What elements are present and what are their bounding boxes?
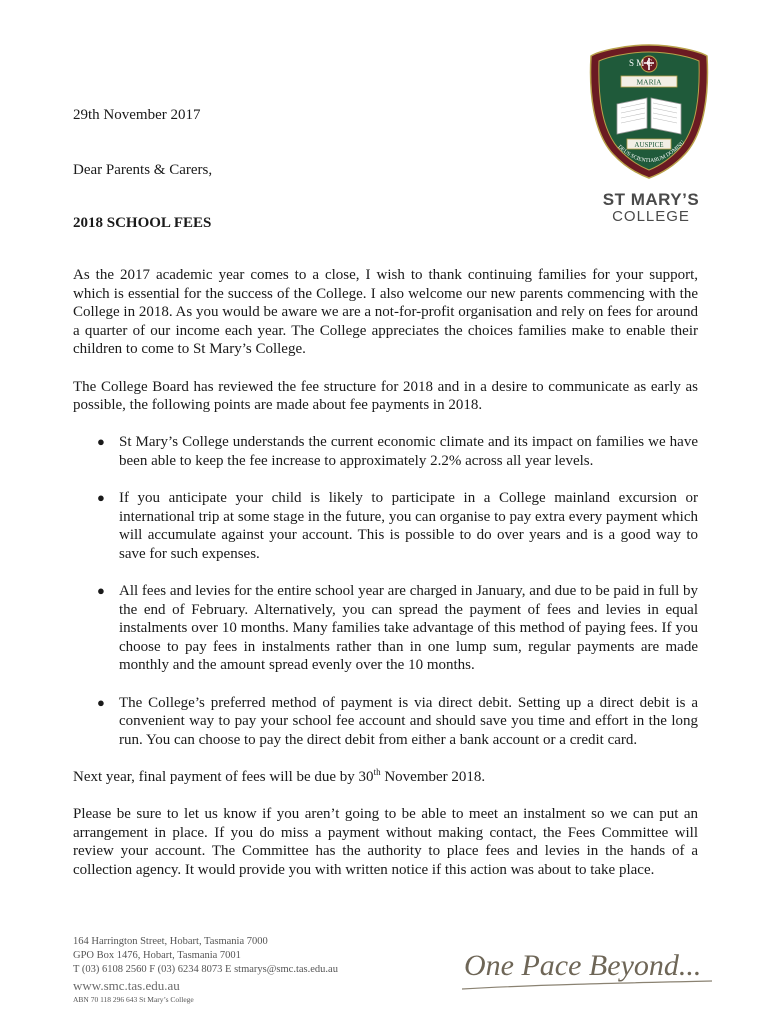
- footer-contact: [73, 935, 338, 1005]
- footer-phone-email: T (03) 6108 2560 F (03) 6234 8073 E stmarys@smc.tas.edu.au: [73, 964, 338, 975]
- footer-address-postal: GPO Box 1476, Hobart, Tasmania 7001: [73, 950, 241, 961]
- college-name: [590, 190, 712, 225]
- list-item: [97, 433, 698, 470]
- footer-address-street: 164 Harrington Street, Hobart, Tasmania 7000: [73, 936, 268, 947]
- crest-motto: DEUS SCIENTIARUM DOMINU: [616, 139, 687, 165]
- closing-paragraph: Please be sure to let us know if you aren’t going to be able to meet an instalment so we can put an arrangement in place. If you do miss a payment without making contact, the Fees Committee will review your account. The Committee has the authority to place fees and levies in the hands of a collection agency. It would provide you with written notice if this action was about to take place.: [73, 806, 698, 878]
- list-item-text: All fees and levies for the entire school year are charged in January, and due to be paid in full by the end of February. Alternatively, you can spread the payment of fees and levies in equal instalments over 10 months. Many families take advantage of this method of paying fees. If you choose to pay fees in instalments rather than in one lump sum, regular payments are made monthly and the amount spread evenly over the 10 months.: [119, 583, 698, 674]
- letter-body: [73, 266, 698, 898]
- footer-website-link[interactable]: www.smc.tas.edu.au: [73, 978, 180, 993]
- bullet-icon: ●: [97, 490, 105, 506]
- list-item: [97, 694, 698, 750]
- list-item-text: St Mary’s College understands the current economic climate and its impact on families we have been able to keep the fee increase to approximately 2.2% across all year levels.: [119, 434, 698, 469]
- salutation: Dear Parents & Carers,: [73, 162, 213, 178]
- bullet-icon: ●: [97, 583, 105, 599]
- list-item-text: The College’s preferred method of payment is via direct debit. Setting up a direct debit is a convenient way to pay your school fee account and should save you time and effort in the long run. You can choose to pay the direct debit from either a bank account or a credit card.: [119, 694, 698, 748]
- final-payment-paragraph: [73, 768, 698, 787]
- college-name-line2: COLLEGE: [612, 208, 690, 225]
- list-item: [97, 489, 698, 563]
- final-payment-text: Next year, final payment of fees will be due by 30: [73, 769, 374, 786]
- crest-banner-bottom: AUSPICE: [634, 141, 664, 149]
- fee-points-list: [73, 433, 698, 749]
- footer-abn: ABN 70 118 296 643 St Mary’s College: [73, 995, 194, 1004]
- final-payment-date: November 2018.: [380, 769, 486, 786]
- board-paragraph: The College Board has reviewed the fee structure for 2018 and in a desire to communicate as early as possible, the following points are made about fee payments in 2018.: [73, 378, 698, 414]
- list-item: [97, 582, 698, 675]
- letter-date: 29th November 2017: [73, 107, 201, 123]
- bullet-icon: ●: [97, 434, 105, 450]
- letter-heading: 2018 SCHOOL FEES: [73, 215, 212, 231]
- final-payment-ordinal: th: [373, 767, 381, 778]
- crest-banner-top: MARIA: [636, 77, 662, 87]
- intro-paragraph: As the 2017 academic year comes to a close, I wish to thank continuing families for your support, which is essential for the success of the College. I also welcome our new parents commencing with the College in 2018. As you would be aware we are a not-for-profit organisation and rely on fees for around a quarter of our income each year. The College appreciates the choices families make to enable their children to come to St Mary’s College.: [73, 267, 698, 358]
- bullet-icon: ●: [97, 694, 105, 710]
- list-item-text: If you anticipate your child is likely to participate in a College mainland excursion or international trip at some stage in the future, you can organise to pay extra every payment which will accumulate against your account. This is possible to do over years and is a good way to save for such expenses.: [119, 490, 698, 562]
- one-pace-beyond-signature: [460, 935, 715, 997]
- crest-letter-s: S M C: [629, 58, 653, 68]
- signature-text: One Pace Beyond...: [464, 949, 702, 982]
- college-name-line1: ST MARY’S: [602, 190, 700, 209]
- college-crest-icon: [583, 42, 715, 180]
